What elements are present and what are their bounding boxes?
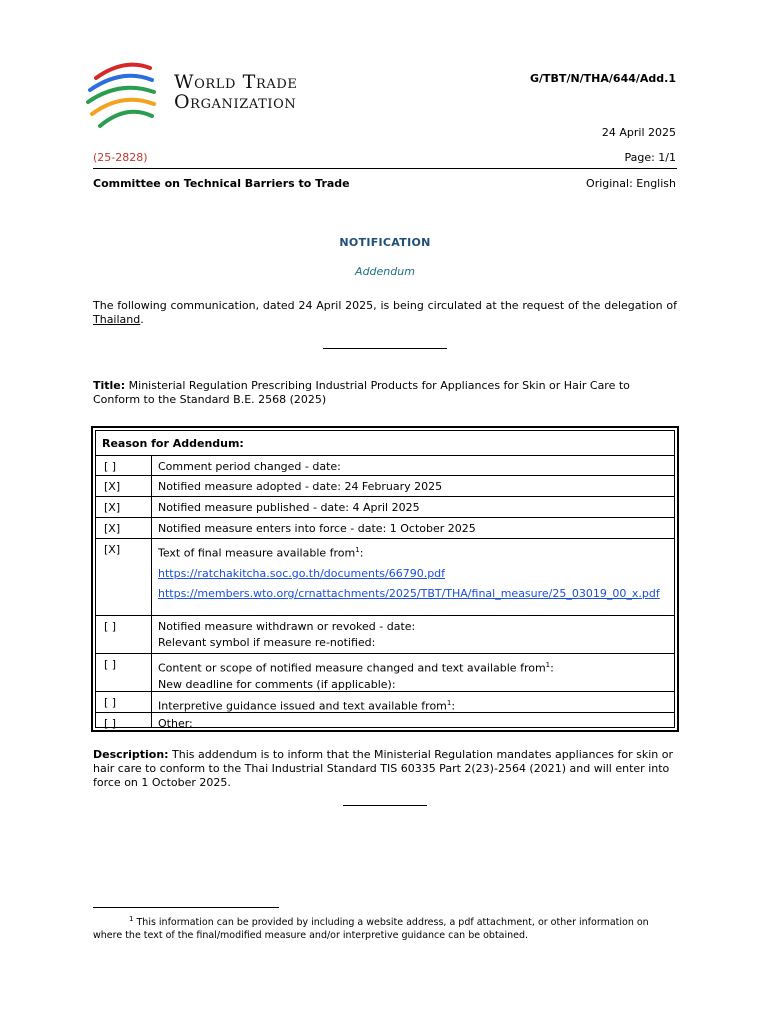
checkbox: [X] [104, 480, 121, 493]
section-separator [323, 348, 447, 349]
title-paragraph [93, 379, 677, 407]
org-name [174, 72, 297, 112]
checkbox: [X] [104, 522, 121, 535]
org-line1: World Trade [174, 71, 298, 93]
original-language: Original: English [586, 177, 676, 190]
end-separator [343, 805, 427, 806]
intro-text: The following communication, dated 24 April 2025, is being circulated at the request of the delegation of [93, 299, 677, 312]
checkbox: [ ] [104, 620, 117, 633]
row-text: Text of final measure available from [158, 546, 356, 560]
table-row [96, 496, 674, 518]
row-text-secondary: Relevant symbol if measure re-notified: [158, 636, 376, 649]
row-text: Interpretive guidance issued and text available from [158, 699, 447, 713]
reason-table [91, 426, 679, 732]
description-paragraph [93, 748, 677, 790]
footnote [93, 913, 677, 942]
table-row [96, 653, 674, 692]
link-wto-attachment[interactable]: https://members.wto.org/crnattachments/2025/TBT/THA/final_measure/25_03019_00_x.pdf [158, 586, 660, 600]
row-text: Notified measure enters into force - date: 1 October 2025 [158, 522, 476, 535]
notification-heading: NOTIFICATION [339, 236, 431, 249]
row-text: Notified measure adopted - date: 24 February 2025 [158, 480, 443, 493]
page-number: Page: 1/1 [624, 151, 676, 164]
document-date: 24 April 2025 [601, 126, 676, 139]
checkbox: [ ] [104, 717, 117, 730]
org-line2: Organization [174, 91, 297, 113]
row-content: Interpretive guidance issued and text available from$^1$: [158, 699, 456, 713]
footnote-marker: 1 [129, 915, 134, 923]
row-content: Text of final measure available from$^1$: https://ratchakitcha.soc.go.th/documents/66790.pdf https://members.wto.org/crnattachments/2025/TBT/THA/final_measure/25_03019_00_x.pdf [158, 546, 660, 600]
header-divider [93, 168, 677, 169]
table-row [96, 691, 674, 713]
row-text: Other: [158, 717, 193, 730]
row-text-secondary: New deadline for comments (if applicable): [158, 677, 396, 691]
row-text: Notified measure published - date: 4 April 2025 [158, 501, 420, 514]
table-row [96, 517, 674, 539]
table-row [96, 538, 674, 616]
title-text: Ministerial Regulation Prescribing Industrial Products for Appliances for Skin or Hair Care to Conform to the Standard B.E. 2568 (2025) [93, 379, 630, 406]
row-text: Comment period changed - date: [158, 460, 341, 473]
table-row [96, 455, 674, 476]
reason-heading: Reason for Addendum: [102, 437, 244, 450]
description-text: This addendum is to inform that the Ministerial Regulation mandates appliances for skin or hair care to conform to the Thai Industrial Standard TIS 60335 Part 2(23)-2564 (2021) and will enter into force on 1 October 2025. [93, 748, 674, 789]
checkbox: [X] [104, 501, 121, 514]
document-number: (25-2828) [93, 151, 148, 164]
checkbox: [ ] [104, 658, 117, 671]
title-label: Title: [93, 379, 126, 392]
intro-paragraph [93, 299, 677, 327]
footnote-divider [93, 907, 279, 908]
committee-name: Committee on Technical Barriers to Trade [93, 177, 350, 190]
addendum-subheading: Addendum [355, 265, 415, 278]
table-row [96, 712, 674, 732]
intro-end: . [140, 313, 144, 326]
row-text: Notified measure withdrawn or revoked - date: [158, 620, 416, 633]
document-symbol: G/TBT/N/THA/644/Add.1 [530, 72, 676, 85]
row-content: Content or scope of notified measure changed and text available from$^1$: New deadline for comments (if applicable): [158, 658, 668, 692]
description-label: Description: [93, 748, 169, 761]
link-ratchakitcha[interactable]: https://ratchakitcha.soc.go.th/documents/66790.pdf [158, 566, 446, 580]
table-row [96, 475, 674, 497]
footnote-text: This information can be provided by including a website address, a pdf attachment, or other information on where the text of the final/modified measure and/or interpretive guidance can be obtained. [93, 917, 649, 942]
table-row [96, 615, 674, 654]
intro-country: Thailand [93, 313, 141, 326]
checkbox: [X] [104, 543, 121, 556]
checkbox: [ ] [104, 696, 117, 709]
row-content [158, 620, 668, 650]
checkbox: [ ] [104, 460, 117, 473]
row-text: Content or scope of notified measure changed and text available from [158, 661, 546, 675]
